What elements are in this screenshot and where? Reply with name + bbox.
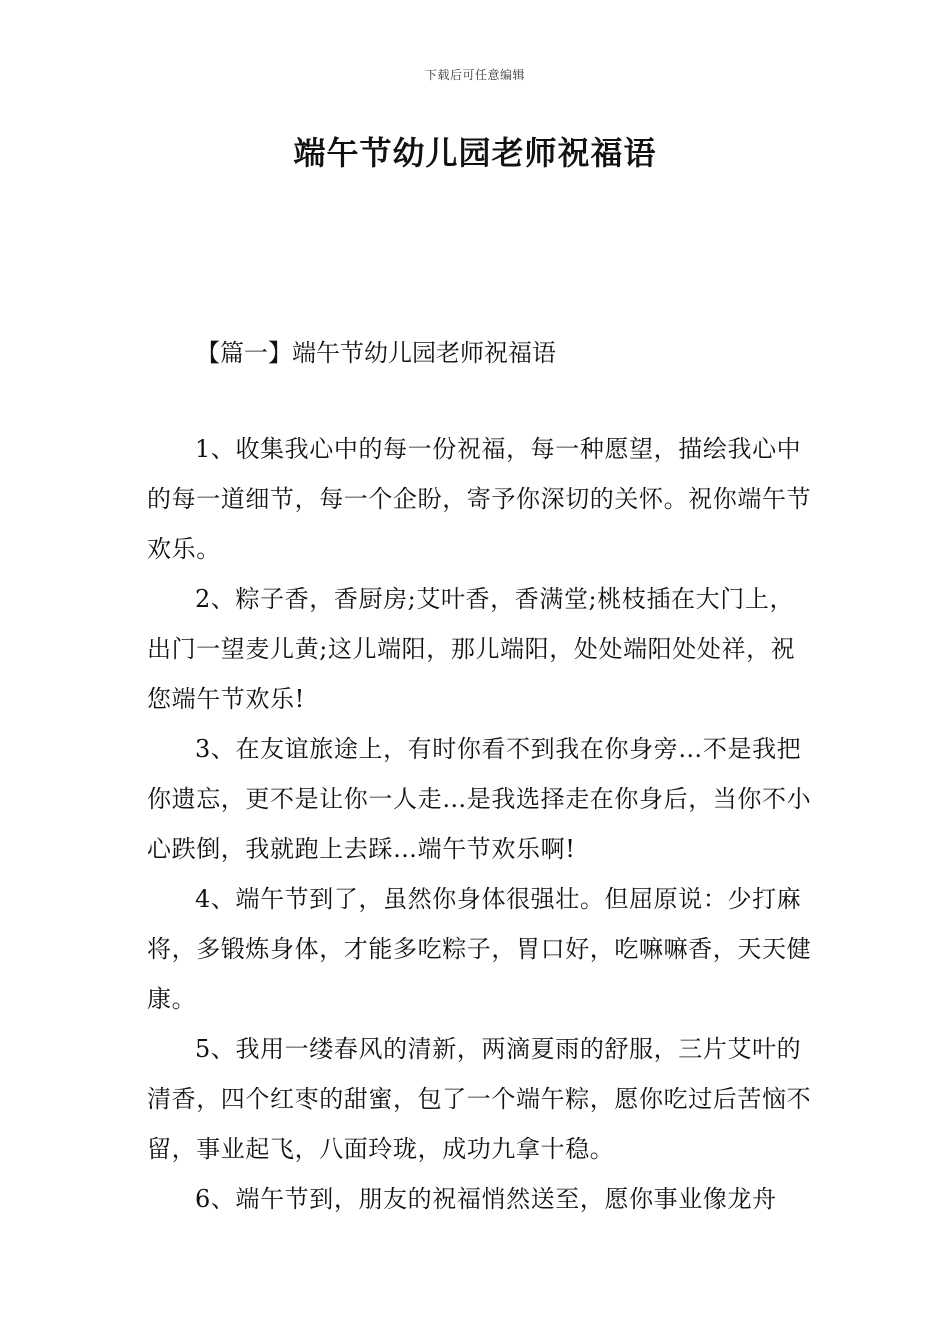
document-title: 端午节幼儿园老师祝福语 <box>293 134 657 172</box>
paragraph-5: 5、我用一缕春风的清新，两滴夏雨的舒服，三片艾叶的清香，四个红枣的甜蜜，包了一个端午粽，愿你吃过后苦恼不留，事业起飞，八面玲珑，成功九拿十稳。 <box>147 1035 812 1163</box>
paragraph-2: 2、粽子香，香厨房;艾叶香，香满堂;桃枝插在大门上，出门一望麦儿黄;这儿端阳，那儿端阳，处处端阳处处祥，祝您端午节欢乐! <box>147 585 796 713</box>
paragraph-4: 4、端午节到了，虽然你身体很强壮。但屈原说：少打麻将，多锻炼身体，才能多吃粽子，胃口好，吃嘛嘛香，天天健康。 <box>147 885 812 1013</box>
body-text <box>147 424 812 1224</box>
section-heading: 【篇一】端午节幼儿园老师祝福语 <box>196 339 556 367</box>
paragraph-1: 1、收集我心中的每一份祝福，每一种愿望，描绘我心中的每一道细节，每一个企盼，寄予你深切的关怀。祝你端午节欢乐。 <box>147 435 812 563</box>
paragraph-6: 6、端午节到，朋友的祝福悄然送至，愿你事业像龙舟 <box>195 1185 777 1213</box>
paragraph-3: 3、在友谊旅途上，有时你看不到我在你身旁…不是我把你遗忘，更不是让你一人走…是我选择走在你身后，当你不小心跌倒，我就跑上去踩…端午节欢乐啊! <box>147 735 812 863</box>
header-note: 下载后可任意编辑 <box>424 68 525 82</box>
